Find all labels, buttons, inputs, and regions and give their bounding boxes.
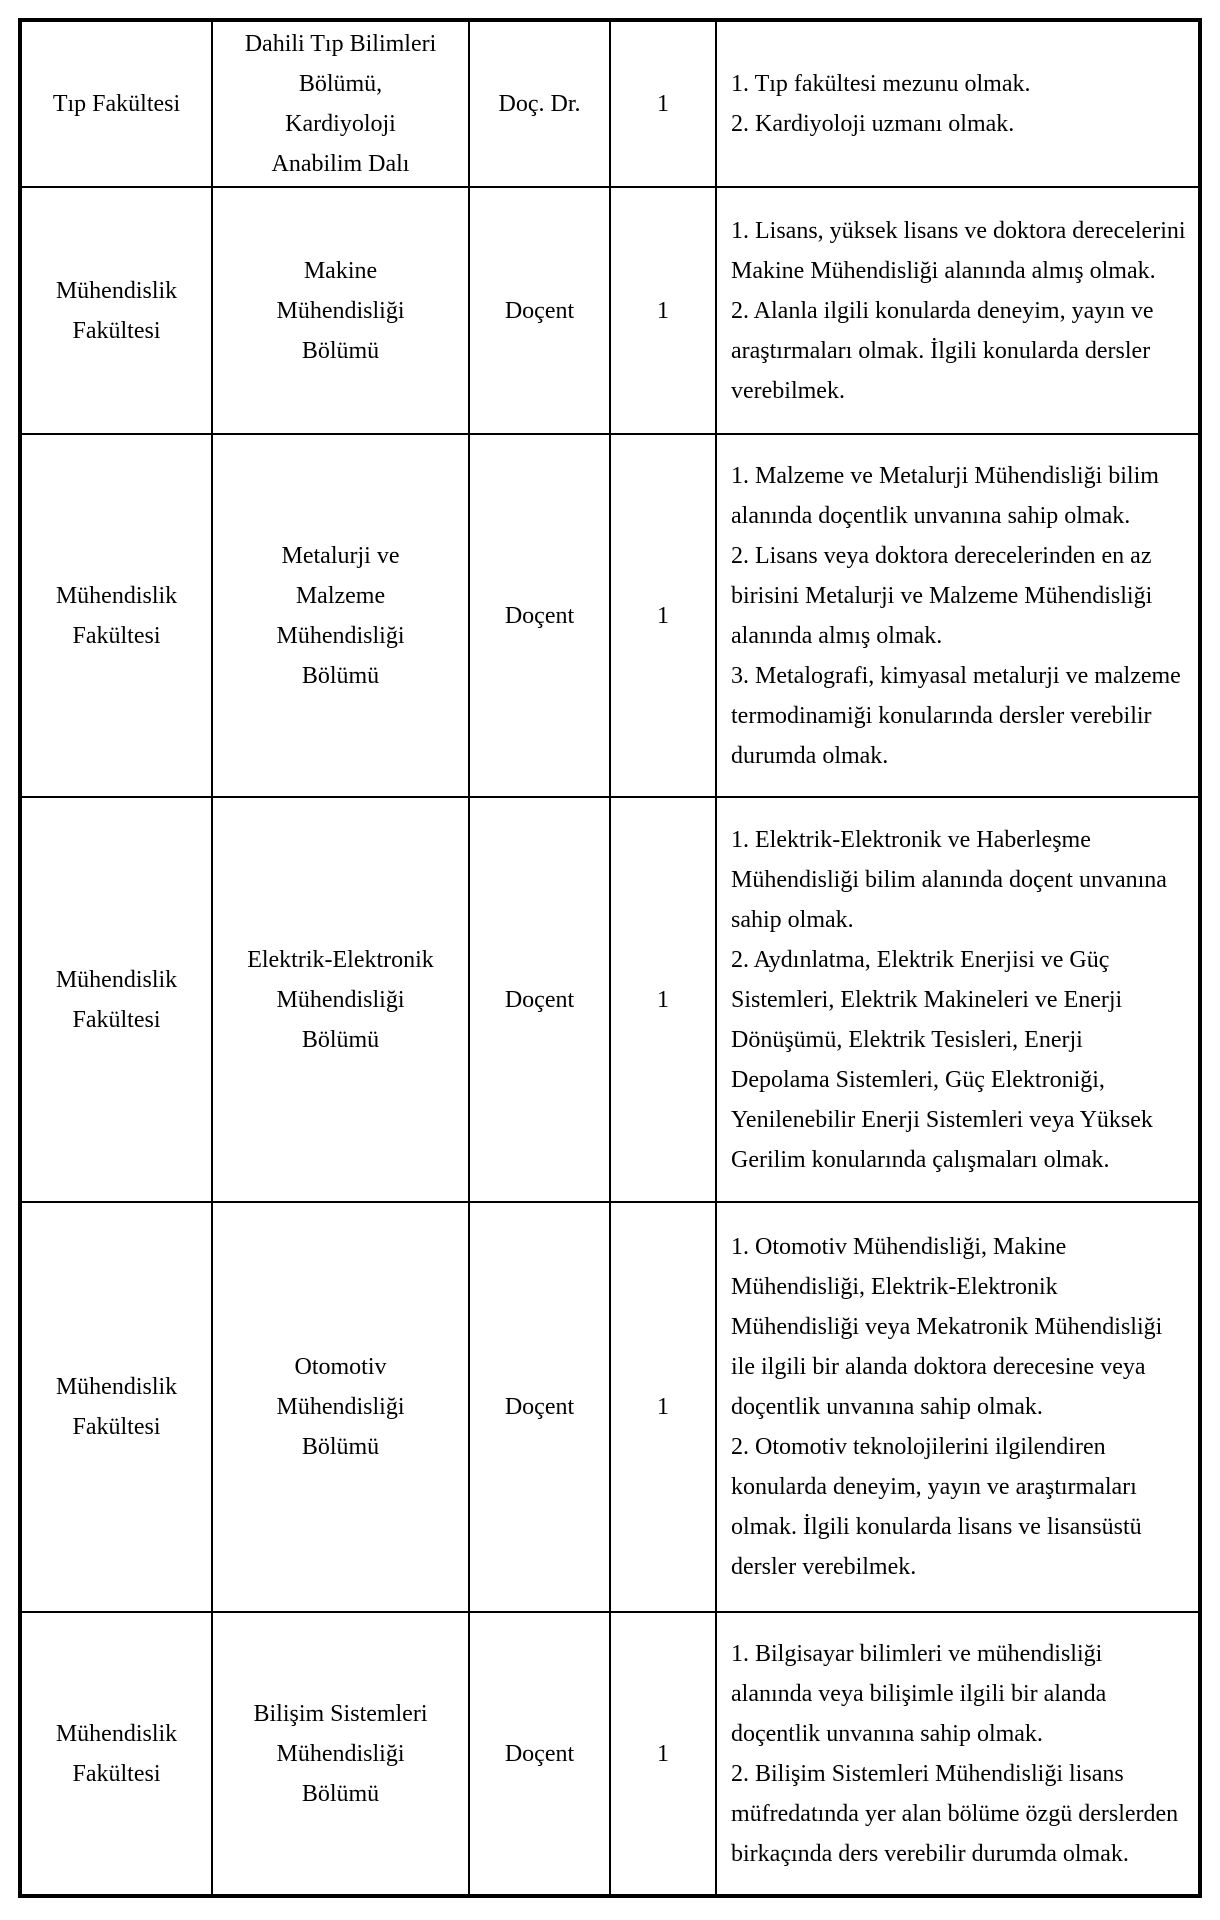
count-cell: 1 xyxy=(610,434,716,797)
faculty-cell: Mühendislik Fakültesi xyxy=(20,1202,212,1612)
count-cell: 1 xyxy=(610,1202,716,1612)
count-cell: 1 xyxy=(610,797,716,1202)
table-row xyxy=(20,187,1200,434)
table-row xyxy=(20,20,1200,187)
faculty-cell: Mühendislik Fakültesi xyxy=(20,434,212,797)
count-cell: 1 xyxy=(610,20,716,187)
department-cell: Otomotiv Mühendisliği Bölümü xyxy=(212,1202,469,1612)
title-cell: Doçent xyxy=(469,1202,610,1612)
table-row xyxy=(20,1202,1200,1612)
department-cell: Dahili Tıp Bilimleri Bölümü, Kardiyoloji Anabilim Dalı xyxy=(212,20,469,187)
title-cell: Doçent xyxy=(469,797,610,1202)
faculty-cell: Mühendislik Fakültesi xyxy=(20,187,212,434)
title-cell: Doçent xyxy=(469,1612,610,1896)
count-cell: 1 xyxy=(610,187,716,434)
title-cell: Doçent xyxy=(469,187,610,434)
department-cell: Metalurji ve Malzeme Mühendisliği Bölümü xyxy=(212,434,469,797)
count-cell: 1 xyxy=(610,1612,716,1896)
title-cell: Doçent xyxy=(469,434,610,797)
department-cell: Bilişim Sistemleri Mühendisliği Bölümü xyxy=(212,1612,469,1896)
faculty-cell: Mühendislik Fakültesi xyxy=(20,797,212,1202)
requirements-cell: 1. Tıp fakültesi mezunu olmak. 2. Kardiyoloji uzmanı olmak. xyxy=(716,20,1200,187)
table-row xyxy=(20,1612,1200,1896)
requirements-cell: 1. Otomotiv Mühendisliği, Makine Mühendisliği, Elektrik-Elektronik Mühendisliği veya Mekatronik Mühendisliği ile ilgili bir alanda doktora derecesine veya doçentlik unvanına sahip olmak. 2. Otomotiv teknolojilerini ilgilendiren konularda deneyim, yayın ve araştırmaları olmak. İlgili konularda lisans ve lisansüstü dersler verebilmek. xyxy=(716,1202,1200,1612)
requirements-cell: 1. Malzeme ve Metalurji Mühendisliği bilim alanında doçentlik unvanına sahip olmak. 2. Lisans veya doktora derecelerinden en az birisini Metalurji ve Malzeme Mühendisliği alanında almış olmak. 3. Metalografi, kimyasal metalurji ve malzeme termodinamiği konularında dersler verebilir durumda olmak. xyxy=(716,434,1200,797)
department-cell: Makine Mühendisliği Bölümü xyxy=(212,187,469,434)
faculty-cell: Mühendislik Fakültesi xyxy=(20,1612,212,1896)
table-row xyxy=(20,797,1200,1202)
table-row xyxy=(20,434,1200,797)
department-cell: Elektrik-Elektronik Mühendisliği Bölümü xyxy=(212,797,469,1202)
requirements-cell: 1. Elektrik-Elektronik ve Haberleşme Mühendisliği bilim alanında doçent unvanına sahip olmak. 2. Aydınlatma, Elektrik Enerjisi ve Güç Sistemleri, Elektrik Makineleri ve Enerji Dönüşümü, Elektrik Tesisleri, Enerji Depolama Sistemleri, Güç Elektroniği, Yenilenebilir Enerji Sistemleri veya Yüksek Gerilim konularında çalışmaları olmak. xyxy=(716,797,1200,1202)
faculty-cell: Tıp Fakültesi xyxy=(20,20,212,187)
title-cell: Doç. Dr. xyxy=(469,20,610,187)
positions-table xyxy=(18,18,1202,1898)
requirements-cell: 1. Lisans, yüksek lisans ve doktora derecelerini Makine Mühendisliği alanında almış olmak. 2. Alanla ilgili konularda deneyim, yayın ve araştırmaları olmak. İlgili konularda dersler verebilmek. xyxy=(716,187,1200,434)
requirements-cell: 1. Bilgisayar bilimleri ve mühendisliği alanında veya bilişimle ilgili bir alanda doçentlik unvanına sahip olmak. 2. Bilişim Sistemleri Mühendisliği lisans müfredatında yer alan bölüme özgü derslerden birkaçında ders verebilir durumda olmak. xyxy=(716,1612,1200,1896)
